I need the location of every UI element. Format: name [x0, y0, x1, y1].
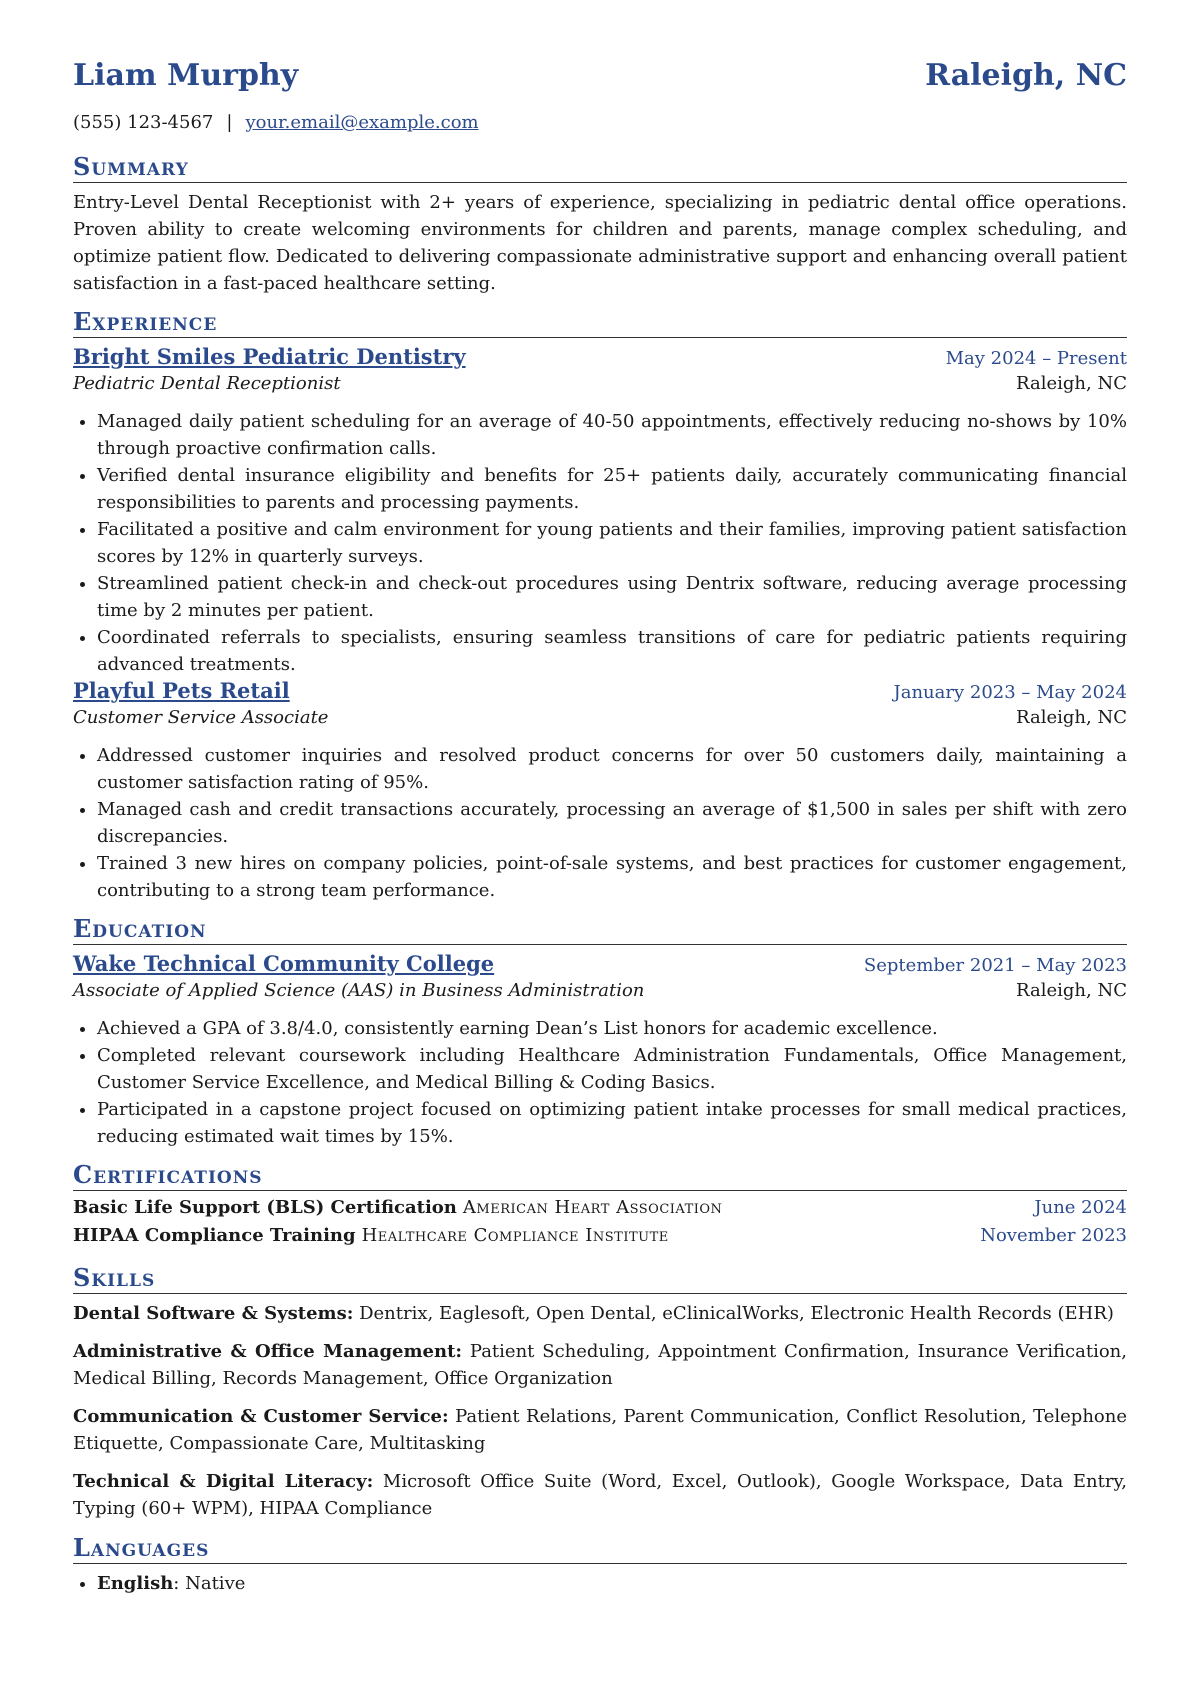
resume-page — [73, 58, 1127, 1597]
certification-row — [73, 1197, 1127, 1225]
degree-title: Associate of Applied Science (AAS) in Business Administration — [73, 980, 645, 1001]
skill-category: Technical & Digital Literacy: — [73, 1471, 374, 1492]
certification-date: November 2023 — [980, 1225, 1127, 1246]
skill-items: Patient Relations, Parent Communication, Conflict Resolution, Telephone Etiquette, Compassionate Care, Multitasking — [73, 1406, 1127, 1454]
skill-items: Microsoft Office Suite (Word, Excel, Outlook), Google Workspace, Data Entry, Typing (60+ WPM), HIPAA Compliance — [73, 1471, 1127, 1519]
contact-line — [73, 112, 1127, 142]
list-item: • Facilitated a positive and calm environment for young patients and their families, improving patient satisfaction scores by 12% in quarterly surveys. — [97, 516, 1127, 570]
section-title-education: Education — [73, 914, 1127, 945]
job-location: Raleigh, NC — [1016, 373, 1127, 394]
list-item: • Managed cash and credit transactions accurately, processing an average of $1,500 in sales per shift with zero discrepancies. — [97, 796, 1127, 850]
list-item: • Achieved a GPA of 3.8/4.0, consistently earning Dean’s List honors for academic excellence. — [97, 1015, 1127, 1042]
school-link[interactable]: Wake Technical Community College — [73, 951, 495, 976]
list-item: • Addressed customer inquiries and resolved product concerns for over 50 customers daily, maintaining a customer satisfaction rating of 95%. — [97, 742, 1127, 796]
list-item: • Participated in a capstone project focused on optimizing patient intake processes for small medical practices, reducing estimated wait times by 15%. — [97, 1096, 1127, 1150]
job-title: Pediatric Dental Receptionist — [73, 373, 341, 394]
skill-row — [73, 1300, 1127, 1327]
summary-text: Entry-Level Dental Receptionist with 2+ years of experience, specializing in pediatric dental office operations. Proven ability to create welcoming environments for children and parents, manage complex scheduling, and optimize patient flow. Dedicated to delivering compassionate administrative support and enhancing overall patient satisfaction in a fast-paced healthcare setting. — [73, 192, 1127, 294]
certification-name: Basic Life Support (BLS) Certification — [73, 1197, 457, 1218]
skill-category: Administrative & Office Management: — [73, 1341, 463, 1362]
certification-issuer: Healthcare Compliance Institute — [361, 1225, 669, 1246]
experience-entry — [73, 678, 1127, 904]
candidate-location: Raleigh, NC — [925, 58, 1127, 93]
list-item: • Streamlined patient check-in and check-out procedures using Dentrix software, reducing average processing time by 2 minutes per patient. — [97, 570, 1127, 624]
education-bullets — [73, 1015, 1127, 1150]
skill-row — [73, 1338, 1127, 1392]
phone-number: (555) 123-4567 — [73, 112, 214, 133]
section-title-skills: Skills — [73, 1263, 1127, 1294]
section-title-summary: Summary — [73, 152, 1127, 183]
list-item: • Completed relevant coursework including Healthcare Administration Fundamentals, Office Management, Customer Service Excellence, and Medical Billing & Coding Basics. — [97, 1042, 1127, 1096]
resume-header — [73, 58, 1127, 106]
job-location: Raleigh, NC — [1016, 707, 1127, 728]
language-name: English — [97, 1573, 174, 1594]
list-item: • Verified dental insurance eligibility and benefits for 25+ patients daily, accurately communicating financial responsibilities to parents and processing payments. — [97, 462, 1127, 516]
language-level: Native — [185, 1573, 246, 1594]
job-title: Customer Service Associate — [73, 707, 329, 728]
employer-link[interactable]: Bright Smiles Pediatric Dentistry — [73, 344, 466, 369]
languages-list — [73, 1570, 1127, 1597]
list-item: • English: Native — [97, 1570, 1127, 1597]
candidate-name: Liam Murphy — [73, 58, 299, 93]
skill-items: Patient Scheduling, Appointment Confirmation, Insurance Verification, Medical Billing, Records Management, Office Organization — [73, 1341, 1127, 1389]
email-link[interactable]: your.email@example.com — [245, 112, 479, 133]
list-item: • Managed daily patient scheduling for an average of 40-50 appointments, effectively reducing no-shows by 10% through proactive confirmation calls. — [97, 408, 1127, 462]
skill-category: Communication & Customer Service: — [73, 1406, 449, 1427]
experience-bullets — [73, 408, 1127, 678]
school-location: Raleigh, NC — [1016, 980, 1127, 1001]
section-title-experience: Experience — [73, 307, 1127, 338]
employment-dates: January 2023 – May 2024 — [893, 682, 1127, 703]
certification-issuer: American Heart Association — [462, 1197, 723, 1218]
section-title-certifications: Certifications — [73, 1160, 1127, 1191]
skill-items: Dentrix, Eaglesoft, Open Dental, eClinicalWorks, Electronic Health Records (EHR) — [359, 1303, 1114, 1324]
certification-date: June 2024 — [1034, 1197, 1127, 1218]
skill-row — [73, 1403, 1127, 1457]
list-item: • Coordinated referrals to specialists, ensuring seamless transitions of care for pediatric patients requiring advanced treatments. — [97, 624, 1127, 678]
education-dates: September 2021 – May 2023 — [863, 955, 1127, 976]
contact-separator: | — [226, 112, 233, 133]
list-item: • Trained 3 new hires on company policies, point-of-sale systems, and best practices for customer engagement, contributing to a strong team performance. — [97, 850, 1127, 904]
skill-category: Dental Software & Systems: — [73, 1303, 354, 1324]
employer-link[interactable]: Playful Pets Retail — [73, 678, 290, 703]
certification-name: HIPAA Compliance Training — [73, 1225, 356, 1246]
experience-entry — [73, 344, 1127, 678]
certification-row — [73, 1225, 1127, 1253]
education-entry — [73, 951, 1127, 1150]
experience-bullets — [73, 742, 1127, 904]
employment-dates: May 2024 – Present — [945, 348, 1127, 369]
section-title-languages: Languages — [73, 1533, 1127, 1564]
skill-row — [73, 1468, 1127, 1522]
